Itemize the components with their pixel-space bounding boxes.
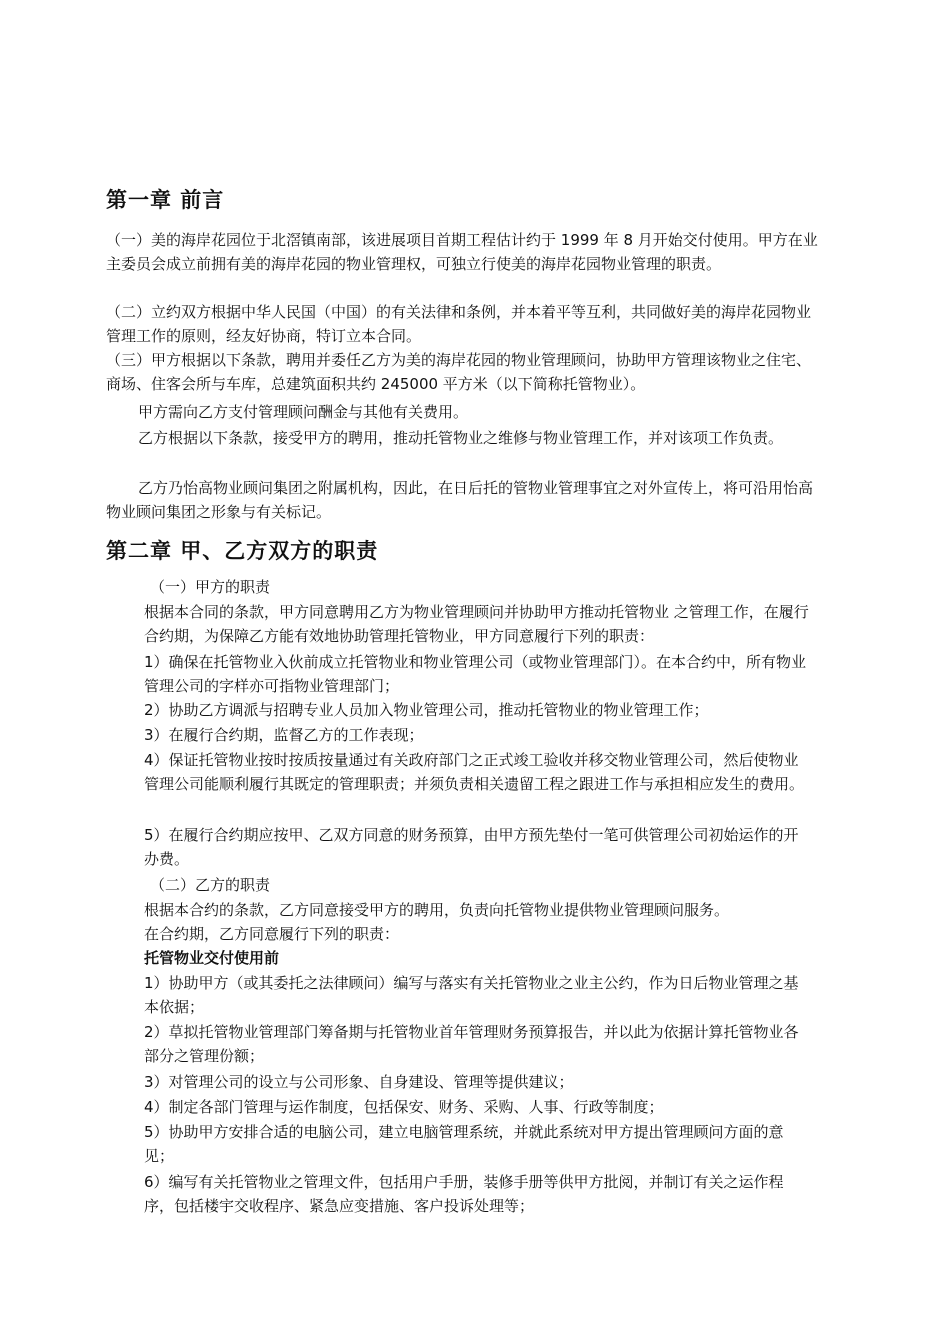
ch2-bold-heading: 托管物业交付使用前	[144, 949, 280, 967]
chapter-1-title: 第一章 前言	[106, 188, 225, 212]
ch1-paragraph-4: 甲方需向乙方支付管理顾问酬金与其他有关费用。	[138, 403, 469, 421]
ch1-paragraph-3: （三）甲方根据以下条款，聘用并委任乙方为美的海岸花园的物业管理顾问，协助甲方管理该物业之住宅、商场、住客会所与车库，总建筑面积共约 245000 平方米（以下简称托管物业）。	[106, 351, 812, 393]
ch1-paragraph-5: 乙方根据以下条款，接受甲方的聘用，推动托管物业之维修与物业管理工作，并对该项工作负责。	[138, 429, 784, 447]
ch2-line: 在合约期，乙方同意履行下列的职责：	[144, 925, 400, 943]
ch1-paragraph-1: （一）美的海岸花园位于北滘镇南部，该进展项目首期工程估计约于 1999 年 8 月开始交付使用。甲方在业主委员会成立前拥有美的海岸花园的物业管理权，可独立行使美的海岸花园物业管理的职责。	[106, 231, 818, 273]
ch2-line: 6）编写有关托管物业之管理文件，包括用户手册，装修手册等供甲方批阅，并制订有关之运作程序，包括楼宇交收程序、紧急应变措施、客户投诉处理等；	[144, 1173, 784, 1215]
ch2-subheading-party-a: （一）甲方的职责	[150, 578, 271, 596]
ch2-line: 2）草拟托管物业管理部门筹备期与托管物业首年管理财务预算报告，并以此为依据计算托管物业各部分之管理份额；	[144, 1023, 799, 1065]
ch2-line: 4）制定各部门管理与运作制度，包括保安、财务、采购、人事、行政等制度；	[144, 1098, 664, 1116]
chapter-2-title: 第二章 甲、乙方双方的职责	[106, 539, 379, 563]
ch1-paragraph-2: （二）立约双方根据中华人民国（中国）的有关法律和条例，并本着平等互利，共同做好美的海岸花园物业管理工作的原则，经友好协商，特订立本合同。	[106, 303, 812, 345]
ch2-line: 3）对管理公司的设立与公司形象、自身建设、管理等提供建议；	[144, 1073, 574, 1091]
ch2-line: 5）协助甲方安排合适的电脑公司，建立电脑管理系统，并就此系统对甲方提出管理顾问方面的意见；	[144, 1123, 784, 1165]
ch2-line: 1）确保在托管物业入伙前成立托管物业和物业管理公司（或物业管理部门）。在本合约中，所有物业管理公司的字样亦可指物业管理部门；	[144, 653, 807, 695]
ch2-line: 根据本合同的条款，甲方同意聘用乙方为物业管理顾问并协助甲方推动托管物业 之管理工作，在履行合约期，为保障乙方能有效地协助管理托管物业，甲方同意履行下列的职责：	[144, 603, 809, 645]
ch2-line: 2）协助乙方调派与招聘专业人员加入物业管理公司，推动托管物业的物业管理工作；	[144, 701, 709, 719]
ch2-subheading-party-b: （二）乙方的职责	[150, 876, 271, 894]
ch2-line: 1）协助甲方（或其委托之法律顾问）编写与落实有关托管物业之业主公约，作为日后物业管理之基本依据；	[144, 974, 799, 1016]
ch2-line: 3）在履行合约期，监督乙方的工作表现；	[144, 726, 424, 744]
ch1-paragraph-6: 乙方乃怡高物业顾问集团之附属机构，因此，在日后托的管物业管理事宜之对外宣传上，将可沿用怡高物业顾问集团之形象与有关标记。	[106, 479, 814, 521]
ch2-line: 5）在履行合约期应按甲、乙双方同意的财务预算，由甲方预先垫付一笔可供管理公司初始运作的开办费。	[144, 826, 799, 868]
ch2-line: 根据本合约的条款，乙方同意接受甲方的聘用，负责向托管物业提供物业管理顾问服务。	[144, 901, 730, 919]
ch2-line: 4）保证托管物业按时按质按量通过有关政府部门之正式竣工验收并移交物业管理公司，然后使物业管理公司能顺利履行其既定的管理职责；并须负责相关遗留工程之跟进工作与承担相应发生的费用。	[144, 751, 805, 793]
